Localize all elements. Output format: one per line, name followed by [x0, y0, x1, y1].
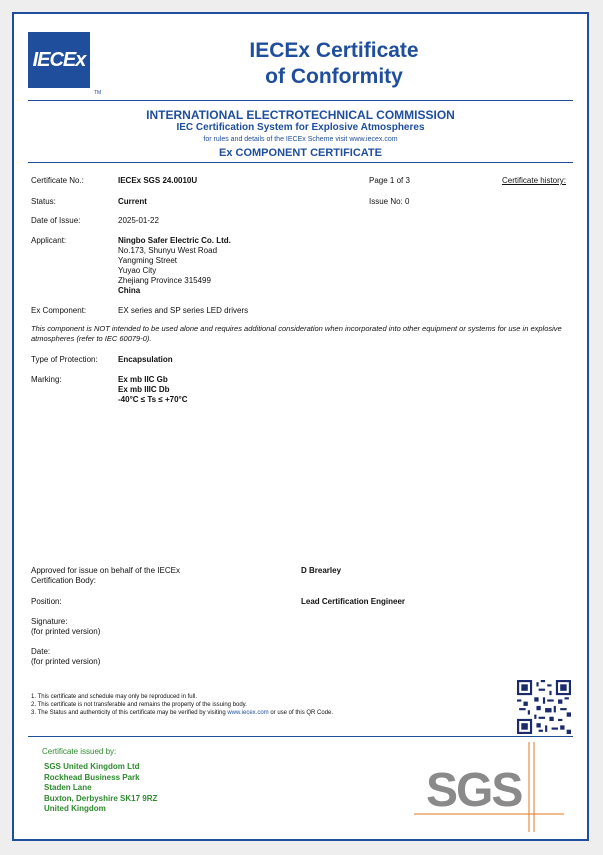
position-label: Position:	[31, 597, 62, 606]
rules-line	[14, 136, 587, 143]
approved-label-1: Approved for issue on behalf of the IECEx	[31, 566, 180, 575]
applicant-name: Ningbo Safer Electric Co. Ltd.	[118, 236, 231, 245]
applicant-address-4: Zhejiang Province 315499	[118, 276, 211, 285]
logo-trademark: TM	[94, 90, 102, 96]
footnote-3-prefix: 3. The Status and authenticity of this certificate may be verified by visiting	[31, 710, 228, 716]
org-name: INTERNATIONAL ELECTROTECHNICAL COMMISSION	[146, 108, 455, 122]
date-label: Date:	[31, 647, 51, 656]
footnote-1: 1. This certificate and schedule may only be reproduced in full.	[31, 694, 197, 700]
signature-label: Signature:	[31, 617, 68, 626]
cert-no-label: Certificate No.:	[31, 176, 84, 185]
signature-block	[31, 617, 181, 637]
issued-by-label: Certificate issued by:	[42, 747, 117, 756]
applicant-label: Applicant:	[31, 236, 67, 245]
status-label: Status:	[31, 197, 56, 206]
type-of-protection: Encapsulation	[118, 355, 173, 364]
title-line-2: of Conformity	[265, 65, 403, 88]
header-divider-top	[28, 100, 573, 101]
ex-component-label: Ex Component:	[31, 306, 87, 315]
approver-name: D Brearley	[301, 566, 342, 575]
issuer-line-3: Staden Lane	[44, 783, 92, 792]
signature-note: (for printed version)	[31, 627, 101, 636]
marking-line-1: Ex mb IIC Gb	[118, 375, 168, 384]
type-of-protection-label: Type of Protection:	[31, 355, 98, 364]
issuer-line-5: United Kingdom	[44, 804, 106, 813]
cert-no: IECEx SGS 24.0010U	[118, 176, 198, 185]
certificate-type: Ex COMPONENT CERTIFICATE	[219, 147, 382, 159]
footer-divider	[28, 736, 573, 737]
date-block	[31, 647, 181, 667]
applicant-country: China	[118, 286, 141, 295]
sgs-logo-text: SGS	[426, 764, 522, 817]
title-line-1: IECEx Certificate	[249, 39, 419, 62]
rules-prefix: for rules and details of the IECEx Scheme visit	[203, 136, 350, 143]
footnote-3	[31, 709, 333, 717]
system-name: IEC Certification System for Explosive Atmospheres	[176, 122, 425, 133]
date-of-issue: 2025-01-22	[118, 216, 159, 225]
issuer-line-1: SGS United Kingdom Ltd	[44, 762, 140, 771]
qr-code-icon[interactable]	[517, 680, 571, 734]
ex-component: EX series and SP series LED drivers	[118, 306, 249, 315]
applicant-address-2: Yangming Street	[118, 256, 177, 265]
sgs-logo	[414, 742, 564, 832]
applicant-address-1: No.173, Shunyu West Road	[118, 246, 218, 255]
approved-label-2: Certification Body:	[31, 576, 96, 585]
status-value: Current	[118, 197, 147, 206]
issue-number: Issue No: 0	[369, 197, 410, 206]
iecex-link[interactable]: www.iecex.com	[349, 136, 398, 143]
marking-line-3: -40°C ≤ Ts ≤ +70°C	[118, 395, 188, 404]
certificate-page	[12, 12, 589, 841]
approved-label	[31, 566, 231, 586]
iecex-logo	[28, 32, 90, 88]
page-title	[214, 38, 454, 90]
marking-block	[118, 375, 188, 405]
footnote-3-suffix: or use of this QR Code.	[268, 710, 334, 716]
date-note: (for printed version)	[31, 657, 101, 666]
page-number: Page 1 of 3	[369, 176, 410, 185]
marking-line-2: Ex mb IIIC Db	[118, 385, 170, 394]
certificate-history-link[interactable]: Certificate history:	[502, 176, 567, 185]
date-of-issue-label: Date of Issue:	[31, 216, 81, 225]
applicant-address-3: Yuyao City	[118, 266, 157, 275]
logo-text: IECEx	[32, 48, 86, 71]
header-divider-bottom	[28, 162, 573, 163]
footnote-3-link[interactable]: www.iecex.com	[227, 710, 269, 716]
position-value: Lead Certification Engineer	[301, 597, 406, 606]
footnote-2: 2. This certificate is not transferable and remains the property of the issuing body.	[31, 702, 247, 708]
issuer-line-4: Buxton, Derbyshire SK17 9RZ	[44, 793, 158, 803]
usage-note: This component is NOT intended to be used alone and requires additional consideration when incorporated into other equipment or systems for use in explosive atmospheres (refer to IEC 60079-0).	[31, 324, 562, 343]
marking-label: Marking:	[31, 375, 62, 384]
applicant-block	[118, 236, 231, 296]
issuer-address	[44, 762, 157, 815]
issuer-line-2: Rockhead Business Park	[44, 772, 140, 782]
